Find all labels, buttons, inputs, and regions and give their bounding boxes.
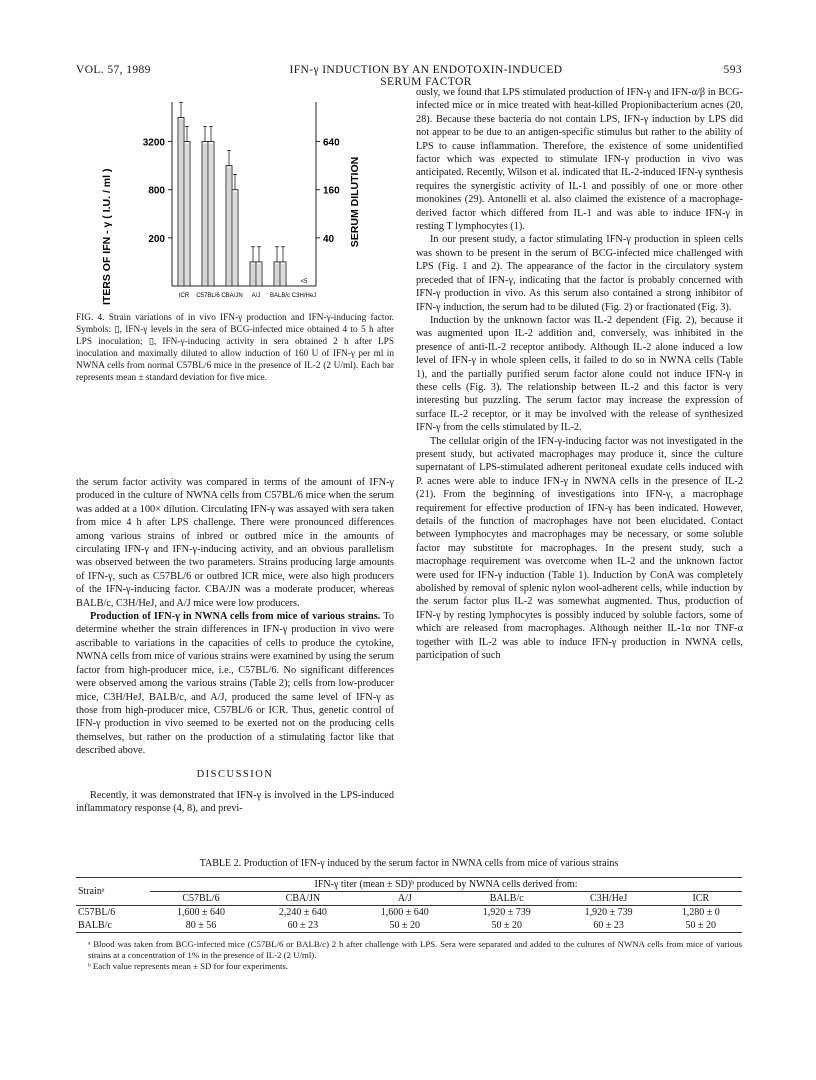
figure-caption — [76, 312, 394, 384]
column-header: C57BL/6 — [182, 893, 220, 904]
column-header: BALB/c — [489, 893, 524, 904]
paragraph: The cellular origin of the IFN-γ-inducing factor was not investigated in the present study, but activated macrophages may produce it, since the culture supernatant of LPS-stimulated adherent peritoneal exudate cells induced with P. acnes were able to induce IFN-γ in NWNA cells in the presence of IL-2 (21). From the beginning of investigations into IFN-γ, a macrophage requirement for effective production of IFN-γ has been indicated. However, details of the function of macrophages have not been elucidated. Contact between lymphocytes and macrophages may be necessary, or some soluble factor may substitute for macrophages. In the present study, such a macrophage requirement was overcome when IL-2 and the unknown factor were used for IFN-γ induction (Table 1). Induction by ConA was completely abolished by removal of splenic nylon wool-adherent cells, while induction by the serum factor plus IL-2 was somewhat augmented. Thus, production of IFN-γ by resting lymphocytes is possibly induced by soluble factors, some of which are released from macrophages. Although neither IL-1α nor TNF-α together with IL-2 was able to induce IFN-γ production in NWNA cells, participation of such — [416, 435, 743, 662]
bar — [208, 142, 214, 286]
table-cell: 1,920 ± 739 — [482, 907, 531, 918]
paragraph: In our present study, a factor stimulating IFN-γ production in spleen cells was shown to be present in the serum of BCG-infected mice challenged with LPS (Fig. 1 and 2). The appearance of the factor in the circulatory system preceded that of IFN-γ, indicating that the factor is probably concerned with IFN-γ production in vivo. As this serum also contained a strong inhibitor of IFN-γ induction, the serum had to be diluted (Fig. 2) or fractionated (Fig. 3). — [416, 234, 743, 313]
y-axis-label-left: TITERS OF IFN - γ ( I.U. / ml ) — [101, 168, 113, 305]
span-header: IFN-γ titer (mean ± SD)ᵇ produced by NWNA cells derived from: — [150, 878, 742, 892]
bar — [256, 262, 262, 286]
table-row — [76, 906, 742, 920]
footnote-b: ᵇ Each value represents mean ± SD for four experiments. — [88, 961, 289, 971]
paragraph: Recently, it was demonstrated that IFN-γ is involved in the LPS-induced inflammatory response (4, 8), and previ- — [76, 789, 394, 815]
y-axis-label-right: SERUM DILUTION — [349, 156, 361, 248]
run-in-heading: Production of IFN-γ in NWNA cells from mice of various strains. — [90, 611, 381, 623]
x-tick-label: CBA/JN — [221, 293, 243, 299]
y-tick-label-left: 200 — [148, 233, 165, 245]
y-tick-label-right: 160 — [323, 185, 340, 197]
x-tick-label: BALB/c — [269, 293, 291, 299]
row-strain: C57BL/6 — [78, 907, 116, 918]
column-header: C3H/HeJ — [590, 893, 628, 904]
table-title: TABLE 2. Production of IFN-γ induced by the serum factor in NWNA cells from mice of various strains — [199, 858, 619, 869]
caption-label: FIG. 4. — [76, 313, 105, 323]
table-cell: 50 ± 20 — [491, 920, 522, 931]
bar — [184, 142, 190, 286]
bar — [250, 262, 256, 286]
table-cell: 50 ± 20 — [685, 920, 717, 931]
page-number: 593 — [723, 64, 742, 76]
table-cell: 1,600 ± 640 — [380, 907, 429, 918]
x-tick-label: A/J — [251, 293, 261, 299]
bar — [232, 190, 238, 286]
chart-bars — [178, 102, 286, 286]
y-tick-label-left: 3200 — [142, 137, 165, 149]
table-cell: 1,600 ± 640 — [176, 907, 225, 918]
journal-volume: VOL. 57, 1989 — [76, 64, 151, 76]
y-tick-label-right: 640 — [323, 137, 340, 149]
table-2 — [76, 858, 742, 972]
stub-header: Strainᵃ — [78, 886, 105, 897]
left-column — [76, 476, 394, 816]
running-header — [76, 64, 742, 88]
x-tick-label: C3H/HeJ — [291, 293, 317, 299]
paragraph: ously, we found that LPS stimulated production of IFN-γ and IFN-α/β in BCG-infected mice or in mice treated with heat-killed Propionibacterium acnes (20, 28). Because these bacteria do not contain LPS, IFN-γ induction by LPS did not appear to be due to an antigen-specific stimulus but rather to the ability of LPS to cause inflammation. Therefore, the existence of some unidentified factor which was expected to stimulate IFN-γ production in vivo was anticipated. Recently, Wilson et al. indicated that IL-2-induced IFN-γ synthesis requires the synergistic activity of IL-1 and possibly of one or more other monokines (29). Antonelli et al. also claimed the existence of a macrophage-derived factor which differed from IL-1 and was able to induce IFN-γ in resting T lymphocytes (1). — [416, 87, 743, 233]
y-tick-label-left: 800 — [148, 185, 165, 197]
bar — [178, 117, 184, 286]
table-2-grid — [76, 877, 742, 933]
table-cell: 1,920 ± 739 — [584, 907, 633, 918]
y-tick-label-right: 40 — [323, 233, 335, 245]
table-cell: 60 ± 23 — [593, 920, 624, 931]
table-cell: 60 ± 23 — [287, 920, 319, 931]
column-header: ICR — [692, 893, 710, 904]
caption-text: Strain variations of in vivo IFN-γ production and IFN-γ-inducing factor. Symbols: ▯, IFN-γ levels in the sera of BCG-infected mice obtained 4 to 5 h after LPS inoculation; ▯, IFN-γ-inducing activity in sera obtained 2 h after LPS inoculation and maximally diluted to allow induction of 160 U of IFN-γ per ml in NWNA cells from normal C57BL/6 mice in the presence of IL-2 (2 U/ml). Each bar represents mean ± standard deviation for five mice. — [76, 313, 395, 383]
x-tick-label: ICR — [178, 293, 190, 299]
bar — [274, 262, 280, 286]
table-footnotes — [76, 939, 742, 972]
figure-4-chart — [96, 90, 396, 305]
running-title: IFN-γ INDUCTION BY AN ENDOTOXIN-INDUCED SERUM FACTOR — [289, 64, 563, 88]
column-header: CBA/JN — [285, 893, 321, 904]
paragraph: Induction by the unknown factor was IL-2 dependent (Fig. 2), because it was augmented upon IL-2 addition and, conversely, was inhibited in the presence of anti-IL-2 receptor antibody. Although IL-2 alone induced a low level of IFN-γ in whole spleen cells, it failed to do so in NWNA cells (Table 1), and the partially purified serum factor alone could not induce IFN-γ in these cells (Fig. 3). The relationship between IL-2 and this factor is very interesting but puzzling. The serum factor may increase the expression of surface IL-2 receptor, or it may be involved with the release of synthesized IFN-γ from the cells stimulated by IL-2. — [416, 314, 743, 434]
right-column — [416, 86, 743, 662]
figure-4 — [96, 90, 396, 305]
chart-axes — [168, 102, 320, 286]
discussion-heading: DISCUSSION — [196, 768, 274, 780]
table-cell: 80 ± 56 — [185, 920, 217, 931]
bar — [280, 262, 286, 286]
table-cell: 1,280 ± 0 — [681, 907, 720, 918]
x-tick-label: C57BL/6 — [196, 293, 220, 299]
below-detection-label: <5 — [300, 279, 308, 285]
row-strain: BALB/c — [78, 920, 112, 931]
table-row — [76, 919, 742, 933]
column-header: A/J — [397, 893, 412, 904]
table-cell: 50 ± 20 — [389, 920, 421, 931]
paragraph-production — [76, 610, 394, 757]
bar — [202, 142, 208, 286]
paragraph: the serum factor activity was compared in terms of the amount of IFN-γ produced in the culture of NWNA cells from C57BL/6 mice when the serum was added at a 100× dilution. Circulating IFN-γ was assayed with sera taken from mice 4 h after LPS challenge. There were pronounced differences among various strains of inbred or outbred mice in the amounts of circulating IFN-γ and IFN-γ-inducing activity, and an obvious parallelism was observed between the two parameters. Strains producing large amounts of IFN-γ, such as C57BL/6 or outbred ICR mice, were also high producers of the IFN-γ-inducing factor. CBA/JN was a moderate producer, whereas BALB/c, C3H/HeJ, and A/J mice were low producers. — [76, 477, 394, 609]
table-cell: 2,240 ± 640 — [278, 907, 327, 918]
paragraph-text: To determine whether the strain differences in IFN-γ production in vivo were ascribable to variations in the capacities of cells to produce the cytokine, NWNA cells from mice of various strains were examined by using the serum factor from high-producer mice, i.e., C57BL/6. No significant differences were observed among the various strains (Table 2); cells from low-producer mice, C3H/HeJ, BALB/c, and A/J, produced the same level of IFN-γ as those from high-producer mice, C57BL/6 or ICR. Thus, genetic control of IFN-γ production in vivo seemed to be exerted not on the producing cells themselves, but rather on the production of a stimulating factor like that described above. — [76, 611, 395, 757]
bar — [226, 166, 232, 286]
footnote-a: ᵃ Blood was taken from BCG-infected mice (C57BL/6 or BALB/c) 2 h after challenge with LPS. Sera were separated and added to the cultures of NWNA cells from mice of various strains at a concentration of 1% in the presence of IL-2 (2 U/ml). — [88, 939, 742, 960]
